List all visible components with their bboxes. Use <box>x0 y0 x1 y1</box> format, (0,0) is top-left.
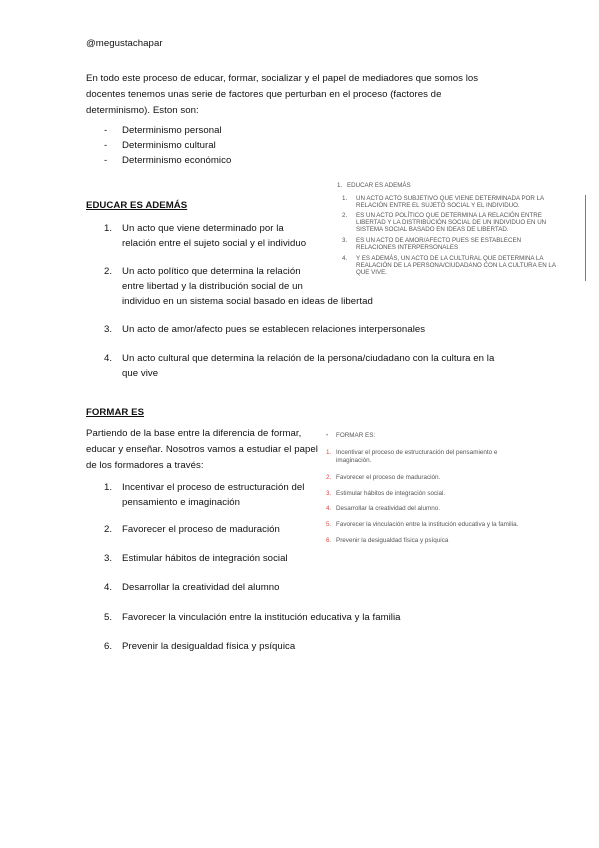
list-number: 3. <box>104 553 113 564</box>
educar-heading: EDUCAR ES ADEMÁS <box>86 200 188 211</box>
educar-item-line: que vive <box>122 368 159 379</box>
panel-line: RELACIONES INTERPERSONALES <box>356 244 459 251</box>
panel-number: 2. <box>326 474 332 481</box>
panel-line: Y ES ADEMÁS, UN ACTO DE LA CULTURAL QUE DETERMINA LA <box>356 255 544 262</box>
panel-line: imaginación. <box>336 457 372 464</box>
educar-item-line: Un acto que viene determinado por la <box>122 223 284 234</box>
panel-line: LIBERTAD Y LA DISTRIBUCIÓN SOCIAL DE UN INDIVIDUO EN UN <box>356 219 547 226</box>
list-dash: - <box>104 140 108 151</box>
formar-item-line: Incentivar el proceso de estructuración del <box>122 482 305 493</box>
list-dash: - <box>104 125 108 136</box>
panel-number: 4. <box>326 505 332 512</box>
intro-line-1: En todo este proceso de educar, formar, socializar y el papel de mediadores que somos los <box>86 73 479 84</box>
determinism-item: Determinismo cultural <box>122 140 216 151</box>
educar-item-line: Un acto político que determina la relación <box>122 266 301 277</box>
panel-red-rule <box>585 195 586 281</box>
intro-line-3: determinismo). Eston son: <box>86 105 199 116</box>
panel-line: Incentivar el proceso de estructuración del pensamiento e <box>336 449 498 456</box>
educar-item-line: entre libertad y la distribución social de un <box>122 281 303 292</box>
panel-number: 5. <box>326 521 332 528</box>
panel-line: ES UN ACTO POLÍTICO QUE DETERMINA LA RELACIÓN ENTRE <box>356 212 542 219</box>
list-number: 1. <box>104 482 113 493</box>
panel-line: QUE VIVE. <box>356 269 387 276</box>
formar-item-line: pensamiento e imaginación <box>122 497 241 508</box>
panel-line: Prevenir la desigualdad física y psíquica <box>336 537 449 544</box>
panel-number: 3. <box>342 237 348 244</box>
intro-line-2: docentes tenemos unas serie de factores que perturban en el proceso (factores de <box>86 89 442 100</box>
list-number: 3. <box>104 324 113 335</box>
list-number: 6. <box>104 641 113 652</box>
panel-line: Favorecer la vinculación entre la institución educativa y la familia. <box>336 521 519 528</box>
list-number: 4. <box>104 353 113 364</box>
panel-line: SISTEMA SOCIAL BASADO EN IDEAS DE LIBERTAD. <box>356 226 509 233</box>
list-number: 2. <box>104 524 113 535</box>
panel-number: 3. <box>326 490 332 497</box>
panel-line: ES UN ACTO DE AMOR/AFECTO PUES SE ESTABLECEN <box>356 237 522 244</box>
panel-line: Favorecer el proceso de maduración. <box>336 474 441 481</box>
formar-item-line: Estimular hábitos de integración social <box>122 553 288 564</box>
formar-heading: FORMAR ES <box>86 407 145 418</box>
determinism-item: Determinismo económico <box>122 155 232 166</box>
panel-number: 4. <box>342 255 348 262</box>
educar-item-line: Un acto cultural que determina la relación de la persona/ciudadano con la cultura en la <box>122 353 495 364</box>
formar-intro-line: Partiendo de la base entre la diferencia de formar, <box>86 428 302 439</box>
list-dash: - <box>104 155 108 166</box>
list-number: 4. <box>104 582 113 593</box>
panel-number: 1. <box>342 195 348 202</box>
formar-item-line: Favorecer la vinculación entre la institución educativa y la familia <box>122 612 401 623</box>
formar-item-line: Prevenir la desigualdad física y psíquica <box>122 641 296 652</box>
list-number: 1. <box>104 223 113 234</box>
formar-intro-line: educar y enseñar. Nosotros vamos a estudiar el papel <box>86 444 318 455</box>
panel-title: EDUCAR ES ADEMÁS <box>347 182 411 189</box>
panel-number: 1. <box>326 449 332 456</box>
list-number: 5. <box>104 612 113 623</box>
panel-line: REALACIÓN DE LA PERSONA/CIUDADANO CON LA CULTURA EN LA <box>356 262 556 269</box>
panel-line: RELACIÓN ENTRE EL SUJETO SOCIAL Y EL INDIVIDUO. <box>356 202 520 209</box>
panel-line: Estimular hábitos de integración social. <box>336 490 446 497</box>
panel-title-number: 1. <box>337 182 343 189</box>
formar-item-line: Desarrollar la creatividad del alumno <box>122 582 280 593</box>
formar-item-line: Favorecer el proceso de maduración <box>122 524 280 535</box>
panel-number: 6. <box>326 537 332 544</box>
panel-title: FORMAR ES: <box>336 432 376 439</box>
educar-item-line: individuo en un sistema social basado en ideas de libertad <box>122 296 373 307</box>
determinism-item: Determinismo personal <box>122 125 222 136</box>
author-handle: @megustachapar <box>86 38 163 49</box>
panel-number: 2. <box>342 212 348 219</box>
panel-bullet: • <box>326 432 329 439</box>
educar-item-line: relación entre el sujeto social y el individuo <box>122 238 307 249</box>
panel-line: UN ACTO ACTO SUBJETIVO QUE VIENE DETERMINADA POR LA <box>356 195 545 202</box>
panel-line: Desarrollar la creatividad del alumno. <box>336 505 440 512</box>
list-number: 2. <box>104 266 113 277</box>
formar-intro-line: de los formadores a través: <box>86 460 204 471</box>
educar-item-line: Un acto de amor/afecto pues se establecen relaciones interpersonales <box>122 324 426 335</box>
